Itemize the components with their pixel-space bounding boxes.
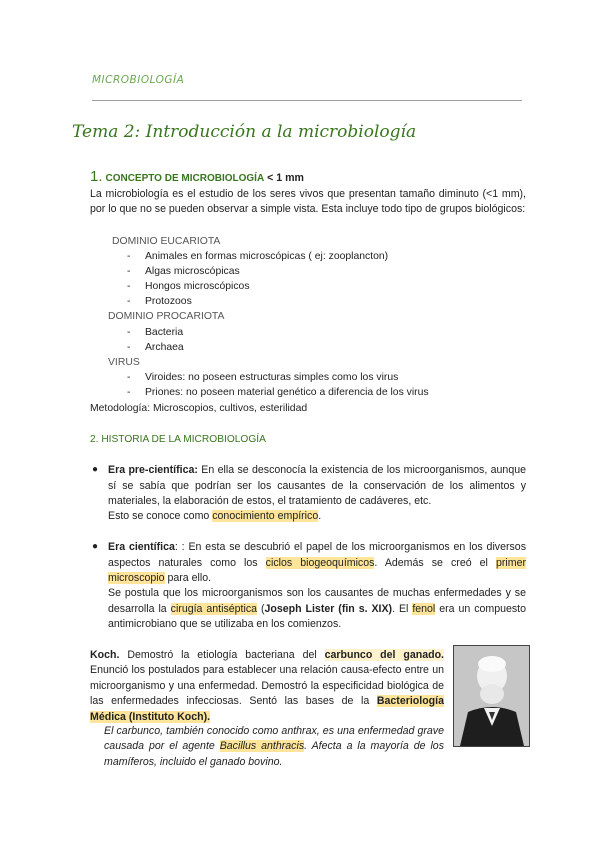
highlight-carbunco: carbunco del ganado.	[324, 649, 444, 661]
virus-item: - Viroides: no poseen estructuras simples como los virus	[127, 372, 399, 383]
era-precientifica-note: Esto se conoce como conocimiento empírico.	[108, 510, 322, 522]
eucariota-item: - Algas microscópicas	[127, 266, 240, 277]
section1-title-tail: < 1 mm	[267, 172, 304, 184]
header-divider	[92, 100, 522, 101]
eucariota-item: - Animales en formas microscópicas ( ej: zooplancton)	[127, 251, 389, 262]
virus-label: VIRUS	[108, 357, 140, 368]
section1-title: CONCEPTO DE MICROBIOLOGÍA	[105, 173, 265, 184]
metodologia-line: Metodología: Microscopios, cultivos, esterilidad	[90, 403, 308, 414]
eucariota-item: - Protozoos	[127, 296, 192, 307]
carbunco-note: El carbunco, también conocido como anthrax, es una enfermedad grave causada por el agente Bacillus anthracis. Afecta a la mayoría de los mamíferos, incluido el ganado bovino.	[104, 725, 444, 768]
bullet-icon: ●	[92, 541, 99, 552]
koch-paragraph: Koch. Demostró la etiología bacteriana del carbunco del ganado. Enunció los postulados para establecer una relación causa-efecto entre un microorganismo y una enfermedad. Demostró la especificidad biológica de las enfermedades infecciosas. Sentó las bases de la Bacteriología Médica (Instituto Koch).	[90, 649, 444, 723]
procariota-item: - Bacteria	[127, 327, 184, 338]
virus-item: - Priones: no poseen material genético a diferencia de los virus	[127, 387, 429, 398]
page-header: MICROBIOLOGÍA	[92, 74, 185, 86]
page-title: Tema 2: Introducción a la microbiología	[72, 122, 417, 142]
highlight-cirugia: cirugía antiséptica	[170, 602, 258, 615]
era-cientifica-text: Era científica: : En esta se descubrió el papel de los microorganismos en los diversos aspectos naturales como los ciclos biogeoquímicos. Además se creó el primer microscopio para ello.	[108, 541, 527, 584]
procariota-item: - Archaea	[127, 342, 184, 353]
portrait-illustration	[454, 646, 529, 746]
koch-portrait-image	[453, 645, 530, 747]
dominio-procariota-label: DOMINIO PROCARIOTA	[108, 311, 225, 322]
highlight-ciclos: ciclos biogeoquímicos	[265, 556, 375, 569]
highlight-microscopio: primer microscopio	[108, 556, 527, 584]
era-precientifica-text: Era pre-científica: En ella se desconocía la existencia de los microorganismos, aunque sí se sabía que podrían ser los causantes de la conservación de los alimentos y materiales, la elaboración de estos, el tratamiento de cadáveres, etc.	[108, 464, 526, 507]
highlight-bacteriologia: Bacteriología Médica (Instituto Koch).	[90, 695, 444, 723]
highlight-conocimiento: conocimiento empírico	[212, 510, 319, 522]
section2-heading: 2. HISTORIA DE LA MICROBIOLOGÍA	[90, 434, 266, 445]
dominio-eucariota-label: DOMINIO EUCARIOTA	[112, 236, 221, 247]
section1-intro: La microbiología es el estudio de los seres vivos que presentan tamaño diminuto (<1 mm), por lo que no se pueden observar a simple vista. Esta incluye todo tipo de grupos biológicos:	[90, 188, 526, 216]
section1-number: 1.	[90, 168, 103, 185]
bullet-icon: ●	[92, 464, 99, 475]
era-cientifica-paragraph: Se postula que los microorganismos son los causantes de muchas enfermedades y se desarrolla la cirugía antiséptica (Joseph Lister (fin s. XIX). El fenol era un compuesto antimicrobiano que se utilizaba en los comienzos.	[108, 587, 527, 630]
eucariota-item: - Hongos microscópicos	[127, 281, 250, 292]
section1-heading	[90, 168, 304, 185]
highlight-bacillus: Bacillus anthracis	[219, 740, 305, 753]
